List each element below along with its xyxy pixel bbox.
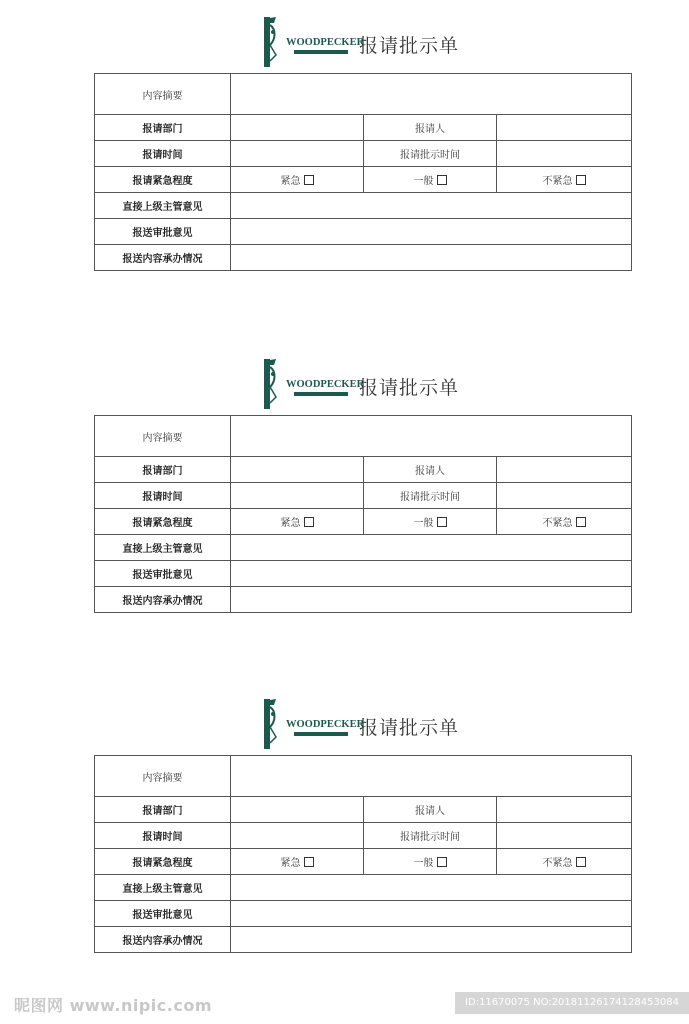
approval-time-field[interactable] xyxy=(497,483,632,509)
urgency-option-label: 不紧急 xyxy=(542,858,573,869)
table-row xyxy=(95,219,632,245)
urgency-option-label: 一般 xyxy=(413,518,434,529)
table-row xyxy=(95,587,632,613)
summary-label: 内容摘要 xyxy=(95,756,231,797)
table-row xyxy=(95,823,632,849)
woodpecker-logo-icon xyxy=(262,357,365,411)
table-row xyxy=(95,193,632,219)
table-row xyxy=(95,74,632,115)
checkbox-icon[interactable] xyxy=(304,857,314,867)
checkbox-icon[interactable] xyxy=(576,857,586,867)
handling-label: 报送内容承办情况 xyxy=(95,587,231,613)
approval-opinion-label: 报送审批意见 xyxy=(95,901,231,927)
form-title: 报请批示单 xyxy=(359,35,460,57)
summary-field[interactable] xyxy=(231,416,632,457)
urgency-option-label: 不紧急 xyxy=(542,176,573,187)
form-header xyxy=(262,697,522,751)
requester-field[interactable] xyxy=(497,457,632,483)
supervisor-opinion-label: 直接上级主管意见 xyxy=(95,875,231,901)
watermark-site: 昵图网 www.nipic.com xyxy=(14,996,212,1015)
form-table xyxy=(94,415,632,613)
table-row xyxy=(95,483,632,509)
requester-label: 报请人 xyxy=(364,797,497,823)
department-field[interactable] xyxy=(231,115,364,141)
urgency-label: 报请紧急程度 xyxy=(95,167,231,193)
brand-sub-bar xyxy=(294,732,348,736)
approval-time-label: 报请批示时间 xyxy=(364,823,497,849)
brand-sub-bar xyxy=(294,392,348,396)
brand-name: WOODPECKER xyxy=(286,719,365,730)
form-title: 报请批示单 xyxy=(359,717,460,739)
request-time-label: 报请时间 xyxy=(95,141,231,167)
urgency-option-not-urgent[interactable] xyxy=(497,849,632,875)
supervisor-opinion-field[interactable] xyxy=(231,535,632,561)
request-time-label: 报请时间 xyxy=(95,483,231,509)
summary-field[interactable] xyxy=(231,74,632,115)
table-row xyxy=(95,875,632,901)
approval-time-field[interactable] xyxy=(497,823,632,849)
urgency-label: 报请紧急程度 xyxy=(95,509,231,535)
urgency-option-normal[interactable] xyxy=(364,849,497,875)
checkbox-icon[interactable] xyxy=(304,175,314,185)
urgency-option-normal[interactable] xyxy=(364,167,497,193)
table-row xyxy=(95,756,632,797)
checkbox-icon[interactable] xyxy=(576,175,586,185)
handling-field[interactable] xyxy=(231,587,632,613)
summary-field[interactable] xyxy=(231,756,632,797)
checkbox-icon[interactable] xyxy=(437,175,447,185)
request-time-field[interactable] xyxy=(231,483,364,509)
form-header xyxy=(262,15,522,69)
table-row xyxy=(95,457,632,483)
table-row xyxy=(95,535,632,561)
urgency-option-label: 紧急 xyxy=(280,176,301,187)
watermark-id: ID:11670075 NO:20181126174128453084 xyxy=(455,992,689,1014)
urgency-option-label: 一般 xyxy=(413,176,434,187)
table-row xyxy=(95,509,632,535)
table-row xyxy=(95,901,632,927)
urgency-option-label: 紧急 xyxy=(280,858,301,869)
table-row xyxy=(95,797,632,823)
urgency-option-not-urgent[interactable] xyxy=(497,167,632,193)
brand-name: WOODPECKER xyxy=(286,379,365,390)
approval-opinion-field[interactable] xyxy=(231,219,632,245)
requester-label: 报请人 xyxy=(364,457,497,483)
form-title: 报请批示单 xyxy=(359,377,460,399)
table-row xyxy=(95,245,632,271)
form-header xyxy=(262,357,522,411)
approval-time-field[interactable] xyxy=(497,141,632,167)
handling-field[interactable] xyxy=(231,927,632,953)
approval-time-label: 报请批示时间 xyxy=(364,483,497,509)
summary-label: 内容摘要 xyxy=(95,74,231,115)
checkbox-icon[interactable] xyxy=(576,517,586,527)
department-label: 报请部门 xyxy=(95,115,231,141)
handling-label: 报送内容承办情况 xyxy=(95,927,231,953)
department-field[interactable] xyxy=(231,797,364,823)
checkbox-icon[interactable] xyxy=(437,857,447,867)
request-time-label: 报请时间 xyxy=(95,823,231,849)
handling-field[interactable] xyxy=(231,245,632,271)
table-row xyxy=(95,141,632,167)
summary-label: 内容摘要 xyxy=(95,416,231,457)
requester-field[interactable] xyxy=(497,797,632,823)
requester-field[interactable] xyxy=(497,115,632,141)
urgency-option-urgent[interactable] xyxy=(231,849,364,875)
table-row xyxy=(95,115,632,141)
request-time-field[interactable] xyxy=(231,823,364,849)
urgency-option-label: 紧急 xyxy=(280,518,301,529)
woodpecker-logo-icon xyxy=(262,15,365,69)
table-row xyxy=(95,849,632,875)
approval-time-label: 报请批示时间 xyxy=(364,141,497,167)
request-time-field[interactable] xyxy=(231,141,364,167)
supervisor-opinion-label: 直接上级主管意见 xyxy=(95,535,231,561)
urgency-option-urgent[interactable] xyxy=(231,167,364,193)
approval-opinion-label: 报送审批意见 xyxy=(95,561,231,587)
requester-label: 报请人 xyxy=(364,115,497,141)
urgency-option-not-urgent[interactable] xyxy=(497,509,632,535)
table-row xyxy=(95,167,632,193)
checkbox-icon[interactable] xyxy=(304,517,314,527)
urgency-option-label: 不紧急 xyxy=(542,518,573,529)
form-table xyxy=(94,73,632,271)
table-row xyxy=(95,416,632,457)
department-field[interactable] xyxy=(231,457,364,483)
checkbox-icon[interactable] xyxy=(437,517,447,527)
department-label: 报请部门 xyxy=(95,457,231,483)
table-row xyxy=(95,927,632,953)
supervisor-opinion-field[interactable] xyxy=(231,875,632,901)
supervisor-opinion-field[interactable] xyxy=(231,193,632,219)
brand-name: WOODPECKER xyxy=(286,37,365,48)
urgency-option-normal[interactable] xyxy=(364,509,497,535)
woodpecker-logo-icon xyxy=(262,697,365,751)
approval-opinion-field[interactable] xyxy=(231,901,632,927)
approval-opinion-label: 报送审批意见 xyxy=(95,219,231,245)
urgency-label: 报请紧急程度 xyxy=(95,849,231,875)
approval-opinion-field[interactable] xyxy=(231,561,632,587)
supervisor-opinion-label: 直接上级主管意见 xyxy=(95,193,231,219)
brand-sub-bar xyxy=(294,50,348,54)
urgency-option-label: 一般 xyxy=(413,858,434,869)
form-table xyxy=(94,755,632,953)
table-row xyxy=(95,561,632,587)
department-label: 报请部门 xyxy=(95,797,231,823)
handling-label: 报送内容承办情况 xyxy=(95,245,231,271)
urgency-option-urgent[interactable] xyxy=(231,509,364,535)
